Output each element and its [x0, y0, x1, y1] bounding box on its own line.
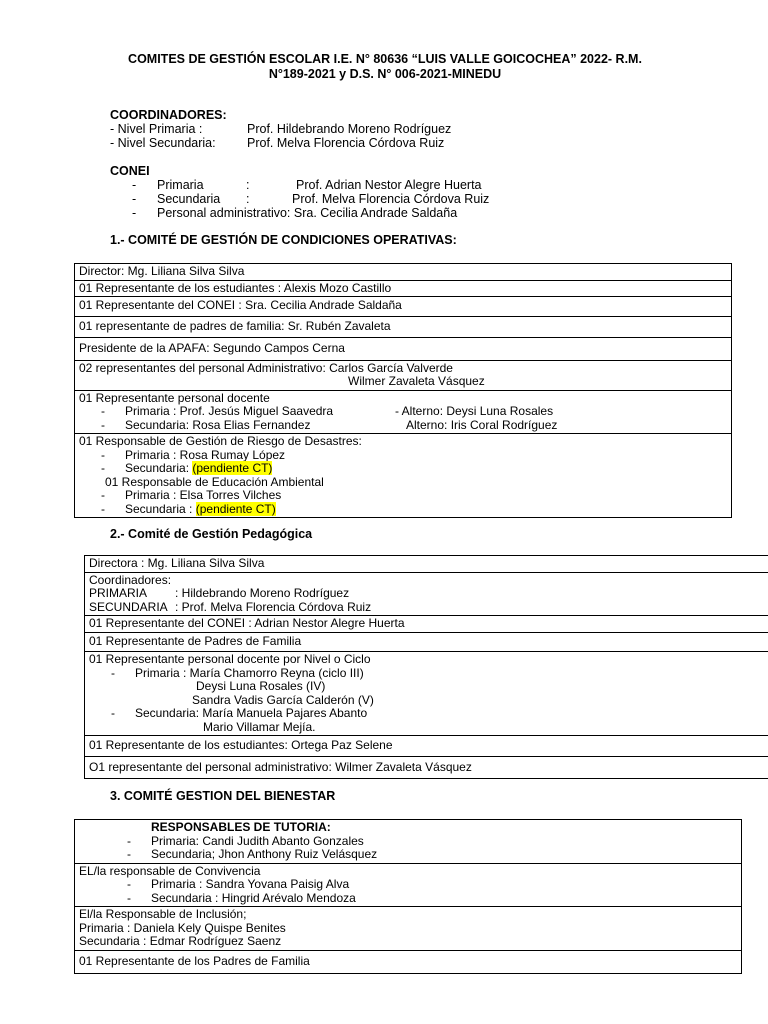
conei-primaria-label: Primaria — [157, 178, 204, 192]
section1-apafa: Presidente de la APAFA: Segundo Campos Cerna — [75, 338, 732, 361]
section1-docente: 01 Representante personal docente — [79, 390, 270, 405]
document-title — [100, 52, 670, 82]
coordinadores-secundaria-value: Prof. Melva Florencia Córdova Ruiz — [247, 136, 445, 150]
section2-coordinadores-cell — [85, 572, 768, 616]
bullet: - — [101, 488, 105, 502]
section3-convivencia: EL/la responsable de Convivencia — [79, 863, 261, 878]
section1-riesgo-secundaria-row — [79, 462, 727, 476]
section2-directora: Directora : Mg. Liliana Silva Silva — [85, 556, 768, 573]
conei-heading: CONEI — [110, 164, 150, 178]
section1-riesgo-secundaria-label: Secundaria: — [125, 461, 193, 475]
section2-secundaria-row — [89, 707, 768, 721]
coordinadores-heading: COORDINADORES: — [110, 108, 227, 122]
section2-heading: 2.- Comité de Gestión Pedagógica — [110, 527, 313, 541]
section2-primaria-3: Sandra Vadis García Calderón (V) — [192, 692, 374, 707]
section1-padres: 01 representante de padres de familia: Sr. Rubén Zavaleta — [75, 316, 732, 338]
section2-estudiantes: 01 Representante de los estudiantes: Ortega Paz Selene — [85, 736, 768, 757]
section1-riesgo-primaria-row — [79, 449, 727, 463]
section3-convivencia-secundaria-row — [79, 892, 737, 906]
bullet: - — [101, 417, 105, 432]
section1-riesgo-primaria: Primaria : Rosa Rumay López — [125, 447, 286, 462]
bullet: - — [111, 706, 115, 720]
section1-docente-secundaria-row — [79, 419, 727, 433]
section1-ambiental-primaria-row — [79, 489, 727, 503]
section1-conei: 01 Representante del CONEI : Sra. Cecilia Andrade Saldaña — [75, 297, 732, 317]
bullet: - — [127, 847, 131, 861]
section2-secundaria-2: Mario Villamar Mejía. — [203, 719, 316, 734]
section3-tutoria-secundaria: Secundaria; Jhon Anthony Ruiz Velásquez — [151, 847, 378, 861]
title-line-1: COMITES DE GESTIÓN ESCOLAR I.E. N° 80636 “LUIS VALLE GOICOCHEA” 2022- R.M. — [128, 52, 642, 66]
section3-inclusion-primaria: Primaria : Daniela Kely Quispe Benites — [79, 920, 286, 935]
section3-convivencia-primaria-row — [79, 878, 737, 892]
section3-tutoria-primaria-row — [79, 835, 737, 849]
section1-ambiental-primaria: Primaria : Elsa Torres Vilches — [125, 488, 282, 502]
coordinadores-primaria-label: - Nivel Primaria : — [110, 122, 203, 136]
pendiente-badge: (pendiente CT) — [192, 461, 273, 475]
section3-padres: 01 Representante de los Padres de Familia — [75, 950, 742, 974]
conei-primaria-colon: : — [246, 178, 250, 192]
section1-docente-primaria-row — [79, 405, 727, 419]
conei-administrativo: Personal administrativo: Sra. Cecilia Andrade Saldaña — [157, 206, 458, 220]
section3-inclusion: El/la Responsable de Inclusión; — [79, 907, 247, 921]
section3-convivencia-secundaria: Secundaria : Hingrid Arévalo Mendoza — [151, 890, 356, 905]
section1-director: Director: Mg. Liliana Silva Silva — [75, 264, 732, 281]
section2-primaria-row — [89, 667, 768, 681]
section3-inclusion-cell — [75, 907, 742, 951]
section2-coord-secundaria-label: SECUNDARIA — [89, 599, 168, 614]
section1-ambiental-secundaria-label: Secundaria : — [125, 501, 196, 516]
conei-bullet: - — [132, 178, 137, 192]
section1-riesgo-cell — [75, 434, 732, 518]
section1-heading: 1.- COMITÉ DE GESTIÓN DE CONDICIONES OPERATIVAS: — [110, 233, 457, 247]
section2-primaria: Primaria : María Chamorro Reyna (ciclo III) — [135, 665, 364, 680]
conei-primaria-value: Prof. Adrian Nestor Alegre Huerta — [296, 178, 482, 192]
section1-estudiantes: 01 Representante de los estudiantes : Alexis Mozo Castillo — [75, 280, 732, 297]
section2-coord-secundaria-row — [89, 601, 768, 615]
section3-heading: 3. COMITÉ GESTION DEL BIENESTAR — [110, 789, 336, 803]
section3-tutoria-secundaria-row — [79, 848, 737, 862]
coordinadores-secundaria-label: - Nivel Secundaria: — [110, 136, 216, 150]
bullet: - — [127, 833, 131, 848]
conei-secundaria-value: Prof. Melva Florencia Córdova Ruiz — [292, 192, 490, 206]
section2-coord-secundaria-value: : Prof. Melva Florencia Córdova Ruiz — [175, 599, 372, 614]
section2-administrativo: O1 representante del personal administrativo: Wilmer Zavaleta Vásquez — [85, 756, 768, 779]
section1-administrativo: 02 representantes del personal Administrativo: Carlos García Valverde — [79, 360, 453, 375]
conei-secundaria-label: Secundaria — [157, 192, 221, 206]
conei-bullet: - — [132, 206, 137, 220]
section2-coordinadores-heading: Coordinadores: — [89, 572, 172, 587]
section2-coord-primaria-row — [89, 587, 768, 601]
bullet: - — [101, 461, 105, 475]
title-line-2: N°189-2021 y D.S. N° 006-2021-MINEDU — [268, 67, 502, 81]
section2-conei: 01 Representante del CONEI : Adrian Nestor Alegre Huerta — [85, 616, 768, 633]
section1-docente-secundaria-alterno: Alterno: Iris Coral Rodríguez — [406, 417, 558, 432]
section3-convivencia-cell — [75, 863, 742, 907]
bullet: - — [127, 877, 131, 891]
section1-docente-primaria-alterno: - Alterno: Deysi Luna Rosales — [395, 404, 554, 418]
conei-secundaria-colon: : — [246, 192, 250, 206]
section3-tutoria-heading: RESPONSABLES DE TUTORIA: — [151, 820, 331, 834]
section1-table — [74, 263, 732, 518]
pendiente-badge: (pendiente CT) — [195, 501, 276, 516]
section1-docente-primaria: Primaria : Prof. Jesús Miguel Saavedra — [125, 404, 334, 418]
section1-docente-cell — [75, 390, 732, 434]
section1-administrativo-cell — [75, 360, 732, 390]
section1-ambiental: 01 Responsable de Educación Ambiental — [105, 474, 324, 489]
section1-administrativo-2: Wilmer Zavaleta Vásquez — [348, 374, 485, 388]
bullet: - — [127, 890, 131, 905]
coordinadores-primaria-value: Prof. Hildebrando Moreno Rodríguez — [247, 122, 452, 136]
conei-bullet: - — [132, 192, 137, 206]
section2-docente: 01 Representante personal docente por Nivel o Ciclo — [89, 652, 371, 666]
section3-inclusion-secundaria: Secundaria : Edmar Rodríguez Saenz — [79, 934, 282, 948]
section3-table — [74, 819, 742, 974]
section2-primaria-2: Deysi Luna Rosales (IV) — [196, 679, 326, 693]
section1-docente-secundaria: Secundaria: Rosa Elias Fernandez — [125, 417, 311, 432]
section2-secundaria: Secundaria: María Manuela Pajares Abanto — [135, 706, 368, 720]
section2-table — [84, 555, 768, 779]
section2-padres: 01 Representante de Padres de Familia — [85, 632, 768, 652]
section2-coord-primaria-label: PRIMARIA — [89, 586, 148, 600]
section2-coord-primaria-value: : Hildebrando Moreno Rodríguez — [175, 586, 350, 600]
section3-tutoria-primaria: Primaria: Candi Judith Abanto Gonzales — [151, 833, 364, 848]
bullet: - — [101, 404, 105, 418]
section3-convivencia-primaria: Primaria : Sandra Yovana Paisig Alva — [151, 877, 350, 891]
bullet: - — [111, 665, 115, 680]
section1-ambiental-secundaria-row — [79, 503, 727, 517]
bullet: - — [101, 501, 105, 516]
section1-riesgo: 01 Responsable de Gestión de Riesgo de Desastres: — [79, 434, 362, 448]
bullet: - — [101, 447, 105, 462]
section2-docente-cell — [85, 652, 768, 736]
section3-tutoria-cell — [75, 820, 742, 864]
